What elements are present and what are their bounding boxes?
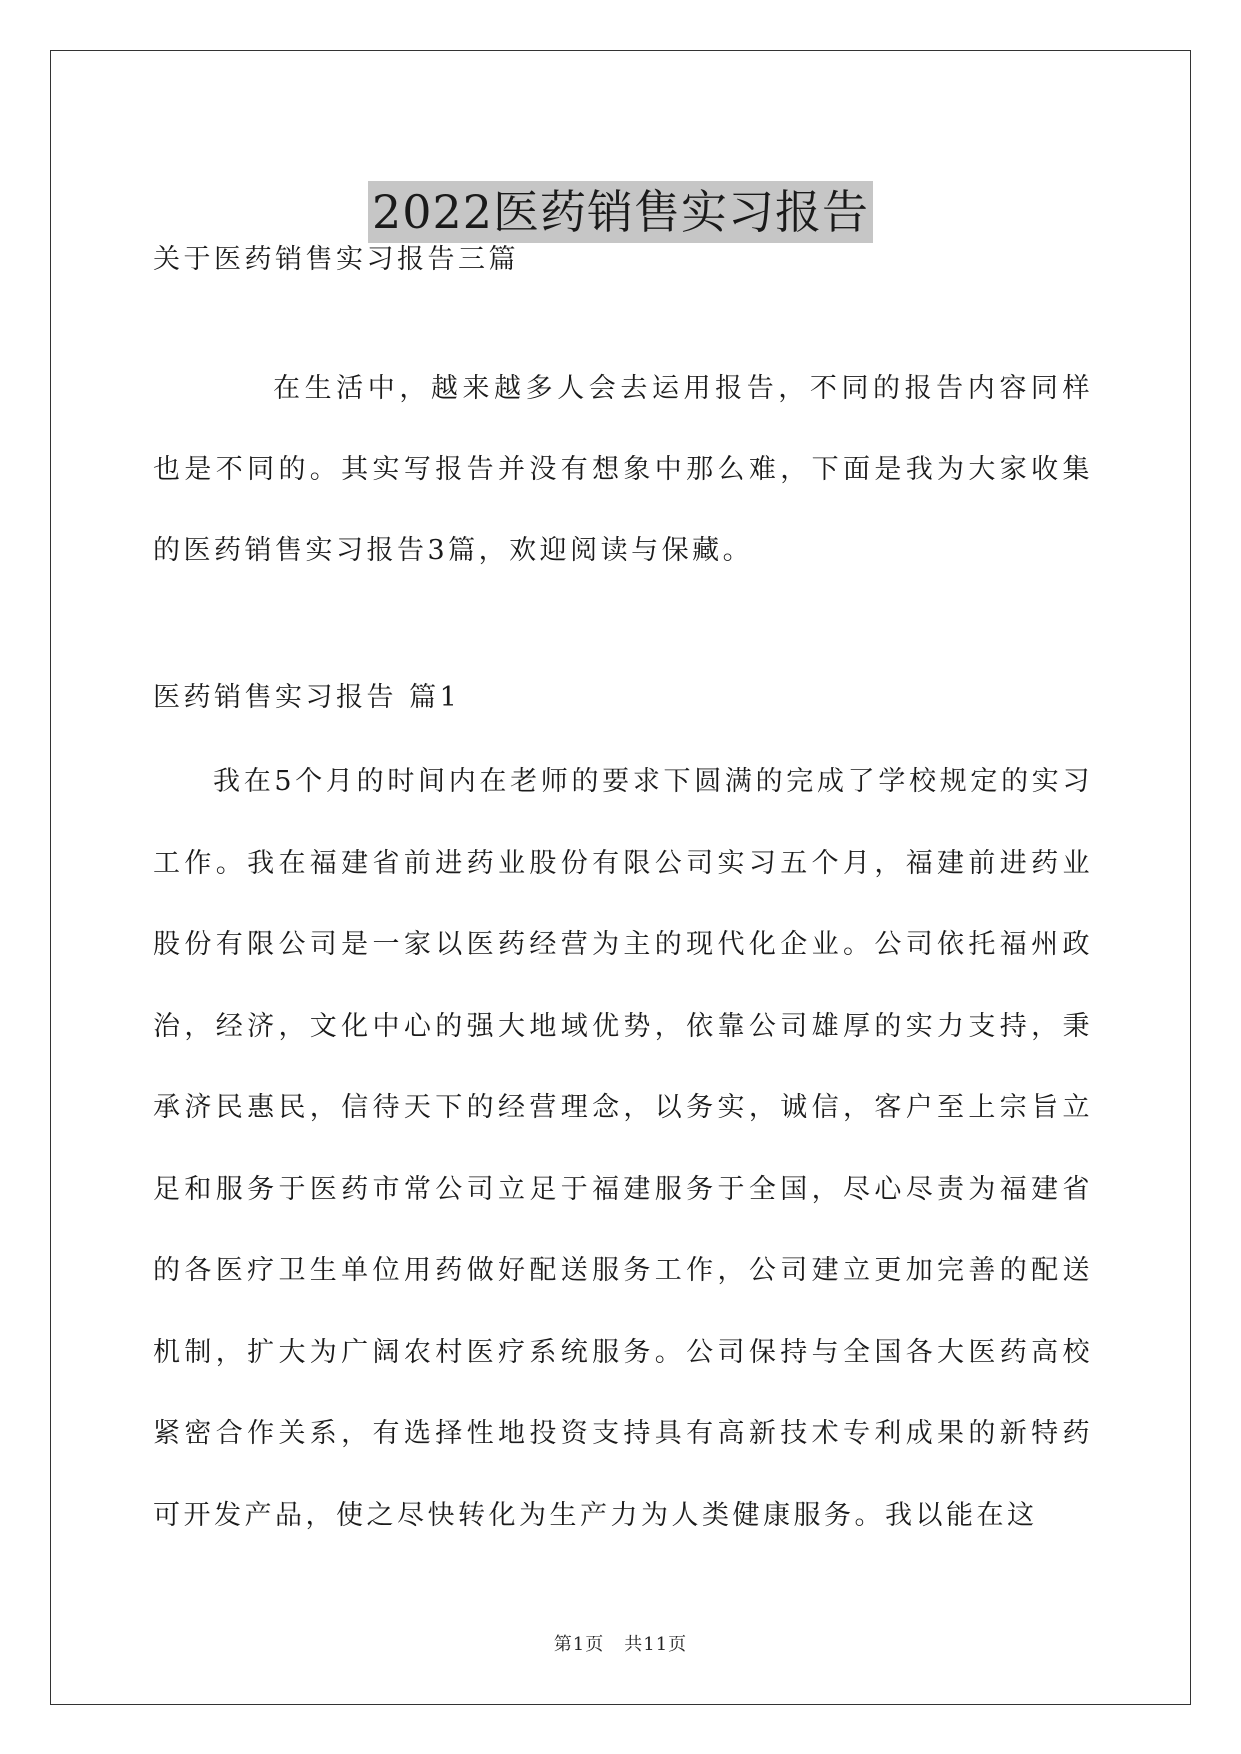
page-total: 共11页 xyxy=(624,1634,688,1655)
intro-paragraph: 在生活中，越来越多人会去运用报告，不同的报告内容同样也是不同的。其实写报告并没有想象中那么难，下面是我为大家收集的医药销售实习报告3篇，欢迎阅读与保藏。 xyxy=(153,373,1093,566)
body-paragraph: 我在5个月的时间内在老师的要求下圆满的完成了学校规定的实习工作。我在福建省前进药业股份有限公司实习五个月，福建前进药业股份有限公司是一家以医药经营为主的现代化企业。公司依托福州政治，经济，文化中心的强大地域优势，依靠公司雄厚的实力支持，秉承济民惠民，信待天下的经营理念，以务实，诚信，客户至上宗旨立足和服务于医药市常公司立足于福建服务于全国，尽心尽责为福建省的各医疗卫生单位用药做好配送服务工作，公司建立更加完善的配送机制，扩大为广阔农村医疗系统服务。公司保持与全国各大医药高校紧密合作关系，有选择性地投资支持具有高新技术专利成果的新特药可开发产品，使之尽快转化为生产力为人类健康服务。我以能在这 xyxy=(153,766,1093,1531)
document-subtitle: 关于医药销售实习报告三篇 xyxy=(153,244,519,275)
section-heading: 医药销售实习报告 篇1 xyxy=(153,682,461,713)
page-footer xyxy=(0,1630,1241,1656)
page-number: 第1页 xyxy=(553,1634,605,1655)
document-title: 2022医药销售实习报告 xyxy=(368,181,873,243)
